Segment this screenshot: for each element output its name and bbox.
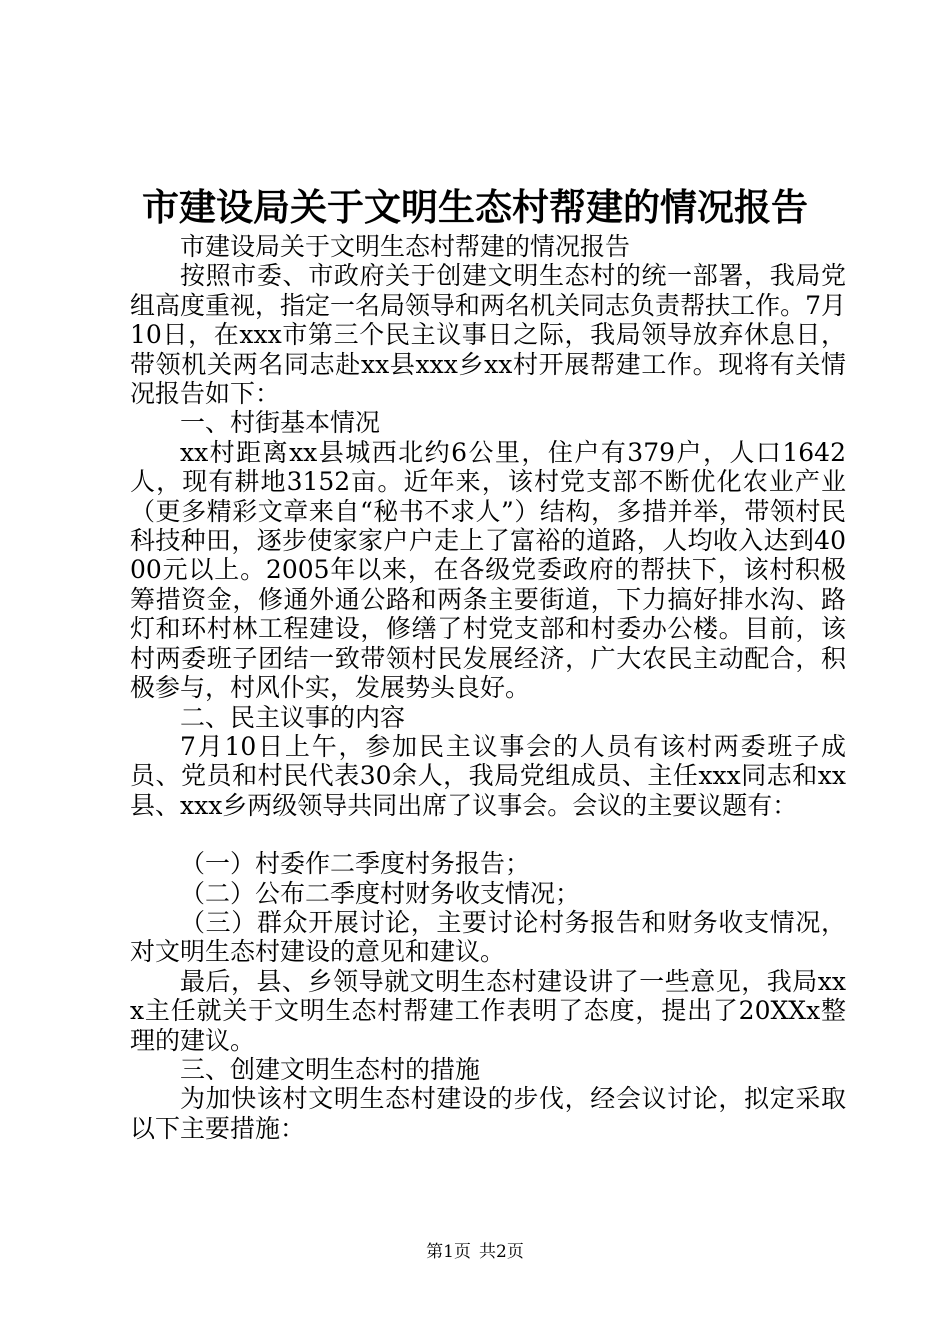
section-heading-3: 三、创建文明生态村的措施 <box>180 1054 481 1084</box>
conclusion-paragraph: 最后，县、乡领导就文明生态村建设讲了一些意见，我局xxx主任就关于文明生态村帮建工作表明了态度，提出了20XXx整理的建议。 <box>130 966 846 1055</box>
page-number: 第1页 <box>426 1242 471 1262</box>
subtitle-paragraph: 市建设局关于文明生态村帮建的情况报告 <box>180 232 631 261</box>
document-body <box>130 232 846 1143</box>
meeting-paragraph: 7月10日上午，参加民主议事会的人员有该村两委班子成员、党员和村民代表30余人，我局党组成员、主任xxx同志和xx县、xxx乡两级领导共同出席了议事会。会议的主要议题有： <box>130 731 846 820</box>
village-info-paragraph: xx村距离xx县城西北约6公里，住户有379户，人口1642人，现有耕地3152亩。近年来，该村党支部不断优化农业产业（更多精彩文章来自“秘书不求人”）结构，多措并举，带领村民科技种田，逐步使家家户户走上了富裕的道路，人均收入达到4000元以上。2005年以来，在各级党委政府的帮扶下，该村积极筹措资金，修通外通公路和两条主要街道，下力搞好排水沟、路灯和环村林工程建设，修缮了村党支部和村委办公楼。目前，该村两委班子团结一致带领村民发展经济，广大农民主动配合，积极参与，村风仆实，发展势头良好。 <box>130 437 846 703</box>
page-total: 共2页 <box>479 1242 524 1262</box>
agenda-item-3: （三）群众开展讨论，主要讨论村务报告和财务收支情况，对文明生态村建设的意见和建议。 <box>130 907 846 967</box>
blank-line <box>130 820 846 849</box>
agenda-item-1: （一）村委作二季度村务报告； <box>180 849 531 879</box>
page-footer <box>0 1240 950 1264</box>
measures-paragraph: 为加快该村文明生态村建设的步伐，经会议讨论，拟定采取以下主要措施： <box>130 1084 846 1143</box>
intro-paragraph: 按照市委、市政府关于创建文明生态村的统一部署，我局党组高度重视，指定一名局领导和两名机关同志负责帮扶工作。7月10日，在xxx市第三个民主议事日之际，我局领导放弃休息日，带领机关两名同志赴xx县xxx乡xx村开展帮建工作。现将有关情况报告如下： <box>130 261 846 409</box>
section-heading-2: 二、民主议事的内容 <box>180 702 406 732</box>
document-title: 市建设局关于文明生态村帮建的情况报告 <box>142 186 808 229</box>
section-heading-1: 一、村街基本情况 <box>180 408 381 438</box>
agenda-item-2: （二）公布二季度村财务收支情况； <box>180 878 581 908</box>
